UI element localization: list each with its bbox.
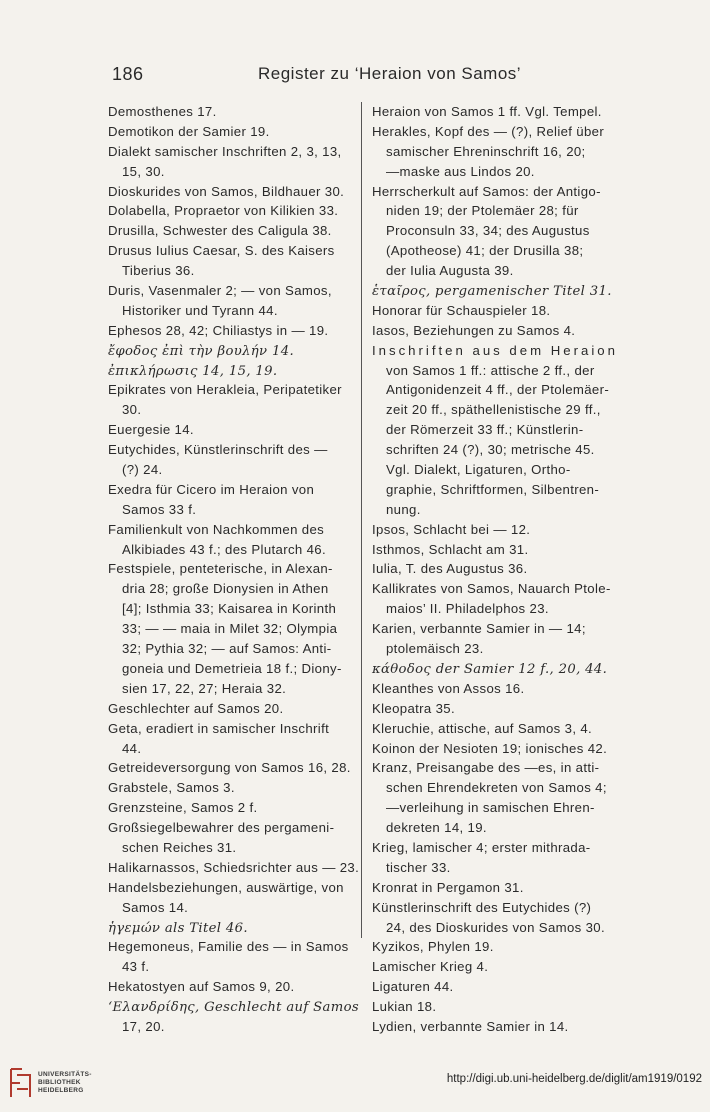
index-entry-line: Vgl. Dialekt, Ligaturen, Ortho- [386,462,571,478]
index-entry-line: sien 17, 22, 27; Heraia 32. [122,680,287,696]
index-entry-line: κάθοδος der Samier 12 f., 20, 44. [372,661,608,677]
index-entry-line: tischer 33. [386,859,451,875]
index-entry-line: 44. [122,740,142,756]
index-entry-line: Iasos, Beziehungen zu Samos 4. [372,322,576,338]
library-name [38,1071,92,1095]
index-entry-line: Heraion von Samos 1 ff. Vgl. Tempel. [372,104,602,119]
index-entry-line: Krieg, lamischer 4; erster mithrada- [372,839,591,855]
index-entry-line: Drusilla, Schwester des Caligula 38. [108,223,332,239]
index-entry-line: Lamischer Krieg 4. [372,959,489,975]
index-entry-line: [4]; Isthmia 33; Kaisarea in Korinth [122,601,337,617]
index-entry-line: Dialekt samischer Inschriften 2, 3, 13, [108,143,342,159]
index-entry-line: Grabstele, Samos 3. [108,780,235,796]
index-entry-line: Demosthenes 17. [108,104,217,119]
column-divider [361,102,362,938]
index-entry-line: Herrscherkult auf Samos: der Antigo- [372,183,601,199]
index-entry-line: Lukian 18. [372,999,437,1015]
index-entry-line: Künstlerinschrift des Eutychides (?) [372,899,592,915]
index-column-left [108,102,360,1037]
index-entry-line: Euergesie 14. [108,422,194,438]
index-entry-line: 15, 30. [122,163,165,179]
index-entry-line: Epikrates von Herakleia, Peripatetiker [108,382,342,398]
index-entry-line: 33; — — maia in Milet 32; Olympia [122,621,338,637]
index-entry-line: Großsiegelbewahrer des pergameni- [108,820,335,836]
index-entry-line: Kyzikos, Phylen 19. [372,939,494,955]
index-entry-line: Duris, Vasenmaler 2; — von Samos, [108,283,332,299]
index-entry-line: Samos 14. [122,899,189,915]
index-entry-line: Eutychides, Künstlerinschrift des — [108,442,328,458]
index-entry-line: schen Ehrendekreten von Samos 4; [386,780,607,796]
index-entry-line: zeit 20 ff., späthellenistische 29 ff., [386,402,601,418]
index-entry-line: dria 28; große Dionysien in Athen [122,581,329,597]
running-title: Register zu ‘Heraion von Samos’ [258,64,522,83]
index-entry-line: Samos 33 f. [122,501,197,517]
index-entry-line: ἐπικλήρωσις 14, 15, 19. [108,363,278,379]
index-entry-line: Ligaturen 44. [372,979,454,995]
index-entry-line: Drusus Iulius Caesar, S. des Kaisers [108,243,335,259]
index-entry-line: Familienkult von Nachkommen des [108,521,325,537]
index-entry-line: Demotikon der Samier 19. [108,123,270,139]
index-entry-line: Hegemoneus, Familie des — in Samos [108,939,349,955]
index-entry-line: (?) 24. [122,462,163,478]
index-entry-line: 30. [122,402,142,418]
index-entry-line: Inschriften aus dem Heraion [372,342,618,358]
index-entry-line: (Apotheose) 41; der Drusilla 38; [386,243,584,259]
source-url-link[interactable]: http://digi.ub.uni-heidelberg.de/diglit/am1919/0192 [446,1073,702,1085]
index-entry-line: Ephesos 28, 42; Chiliastys in — 19. [108,322,329,338]
index-entry-line: Kranz, Preisangabe des —es, in atti- [372,760,600,776]
index-entry-line: 17, 20. [122,1018,165,1034]
index-entry-line: Honorar für Schauspieler 18. [372,302,551,318]
index-entry-line: von Samos 1 ff.: attische 2 ff., der [386,362,595,378]
library-line: HEIDELBERG [38,1087,84,1094]
index-entry-line: 43 f. [122,959,150,975]
index-entry-line: ἡγεμών als Titel 46. [108,920,248,936]
footer [0,1060,710,1112]
index-entry-line: Antigonidenzeit 4 ff., der Ptolemäer- [386,382,610,398]
index-entry-line: Dolabella, Propraetor von Kilikien 33. [108,203,339,219]
index-entry-line: Karien, verbannte Samier in — 14; [372,621,586,637]
index-entry-line: ptolemäisch 23. [386,641,484,657]
index-entry-line: ἔφοδος ἐπὶ τὴν βουλήν 14. [108,343,294,359]
library-line: UNIVERSITÄTS- [38,1071,92,1078]
index-entry-line: —verleihung in samischen Ehren- [386,800,595,816]
index-entry-line: Kleruchie, attische, auf Samos 3, 4. [372,720,593,736]
index-entry-line: Exedra für Cicero im Heraion von [108,481,315,497]
index-entry-line: Hekatostyen auf Samos 9, 20. [108,979,295,995]
index-entry-line: Kronrat in Pergamon 31. [372,879,524,895]
index-entry-line: Halikarnassos, Schiedsrichter aus — 23. [108,859,360,875]
index-entry-line: Lydien, verbannte Samier in 14. [372,1018,569,1034]
index-entry-line: dekreten 14, 19. [386,820,487,836]
index-entry-line: graphie, Schriftformen, Silbentren- [386,481,600,497]
index-entry-line: Kleopatra 35. [372,700,455,716]
index-entry-line: Festspiele, penteterische, in Alexan- [108,561,333,577]
index-entry-line: Proconsuln 33, 34; des Augustus [386,223,590,239]
index-entry-line: —maske aus Lindos 20. [386,163,535,179]
index-entry-line: nung. [386,501,421,517]
index-column-right [372,102,624,1037]
index-entry-line: Alkibiades 43 f.; des Plutarch 46. [122,541,326,557]
index-entry-line: Herakles, Kopf des — (?), Relief über [372,123,605,139]
index-entry-line: Grenzsteine, Samos 2 f. [108,800,258,816]
index-entry-line: Dioskurides von Samos, Bildhauer 30. [108,183,345,199]
index-entry-line: 32; Pythia 32; — auf Samos: Anti- [122,641,332,657]
index-entry-line: Geta, eradiert in samischer Inschrift [108,720,330,736]
index-entry-line: schriften 24 (?), 30; metrische 45. [386,442,595,458]
index-entry-line: der Iulia Augusta 39. [386,263,514,279]
index-entry-line: Handelsbeziehungen, auswärtige, von [108,879,344,895]
index-entry-line: Historiker und Tyrann 44. [122,302,278,318]
index-entry-line: ‘Ελανδρίδης, Geschlecht auf Samos [108,1000,360,1016]
index-entry-line: Ipsos, Schlacht bei — 12. [372,521,531,537]
page-header [0,64,710,88]
index-entry-line: samischer Ehreninschrift 16, 20; [386,143,586,159]
index-entry-line: Isthmos, Schlacht am 31. [372,541,529,557]
index-entry-line: Geschlechter auf Samos 20. [108,700,284,716]
index-entry-line: Iulia, T. des Augustus 36. [372,561,528,577]
index-entry-line: ἑταῖρος, pergamenischer Titel 31. [372,284,612,300]
index-entry-line: Koinon der Nesioten 19; ionisches 42. [372,740,608,756]
library-line: BIBLIOTHEK [38,1079,81,1086]
library-logo-icon [8,1066,34,1100]
index-entry-line: niden 19; der Ptolemäer 28; für [386,203,579,219]
index-entry-line: goneia und Demetrieia 18 f.; Diony- [122,660,342,676]
index-entry-line: Getreideversorgung von Samos 16, 28. [108,760,351,776]
index-entry-line: der Römerzeit 33 ff.; Künstlerin- [386,422,584,438]
index-entry-line: Tiberius 36. [122,263,195,279]
index-entry-line: maios’ II. Philadelphos 23. [386,601,549,617]
page-number: 186 [112,64,144,84]
index-entry-line: Kleanthes von Assos 16. [372,680,525,696]
index-entry-line: 24, des Dioskurides von Samos 30. [386,919,605,935]
index-entry-line: Kallikrates von Samos, Nauarch Ptole- [372,581,611,597]
index-entry-line: schen Reiches 31. [122,839,237,855]
